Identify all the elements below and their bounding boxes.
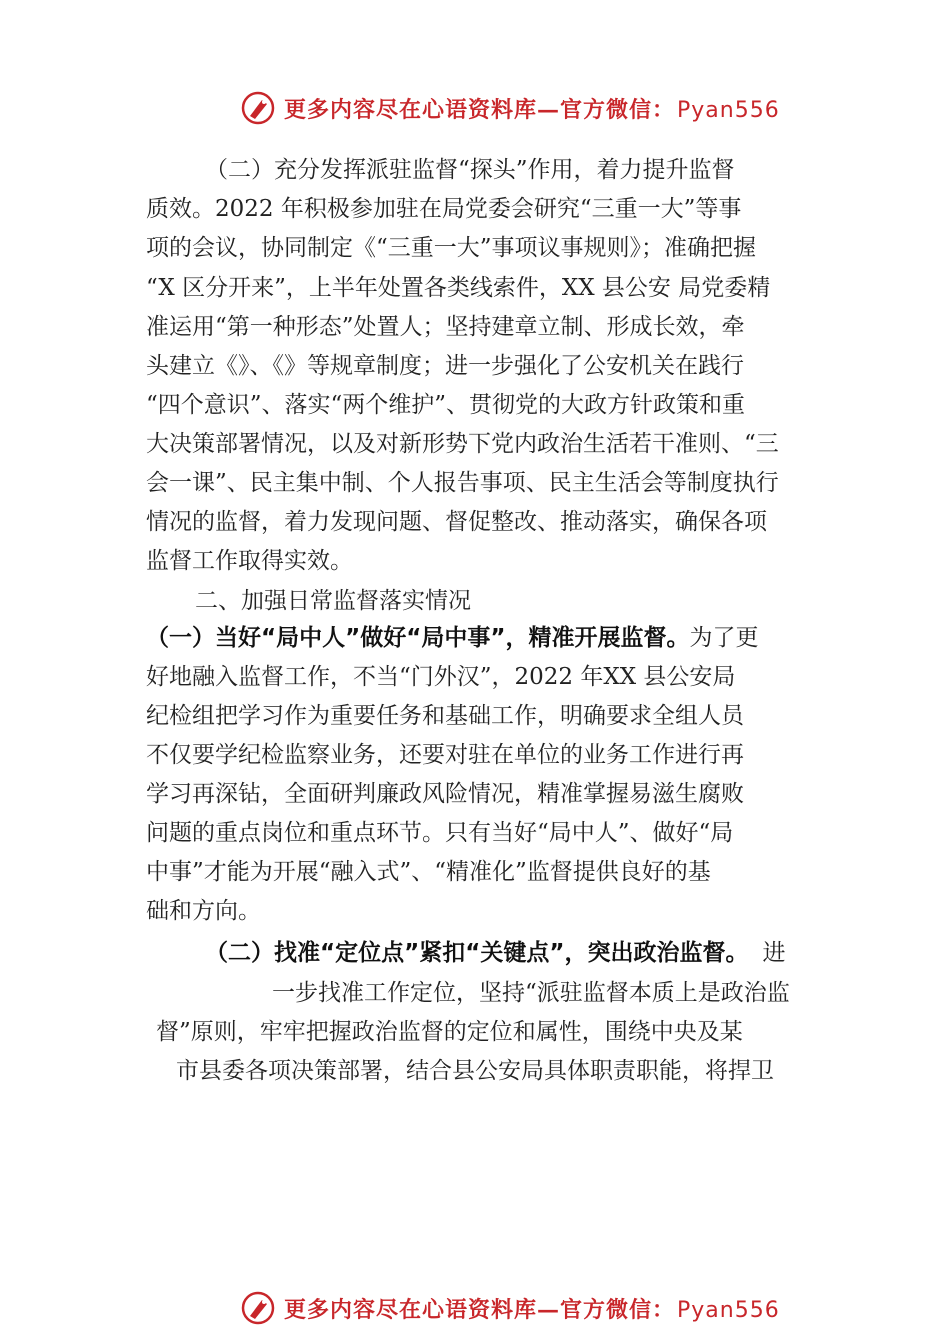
paragraph-line: 会一课”、民主集中制、个人报告事项、民主生活会等制度执行	[146, 470, 779, 496]
paragraph-line: 纪检组把学习作为重要任务和基础工作，明确要求全组人员	[146, 703, 744, 729]
paragraph-line: 监督工作取得实效。	[146, 548, 353, 574]
watermark-text: 更多内容尽在心语资料库—官方微信：Pyan556	[284, 96, 780, 123]
paragraph-line: “四个意识”、落实“两个维护”、贯彻党的大政方针政策和重	[146, 392, 746, 418]
paragraph-line: 好地融入监督工作，不当“门外汉”，2022 年XX 县公安局	[146, 664, 736, 690]
watermark-banner-top	[240, 88, 780, 128]
pen-nib-logo-icon	[240, 90, 276, 126]
paragraph-line: 准运用“第一种形态”处置人；坚持建章立制、形成长效，牵	[146, 314, 745, 340]
paragraph-line: 学习再深钻，全面研判廉政风险情况，精准掌握易滋生腐败	[146, 781, 744, 807]
paragraph-line: 问题的重点岗位和重点环节。只有当好“局中人”、做好“局	[146, 820, 734, 846]
bold-lead: （二）找准“定位点”紧扣“关键点”，突出政治监督。	[205, 940, 749, 966]
paragraph-line: 情况的监督，着力发现问题、督促整改、推动落实，确保各项	[146, 509, 767, 535]
paragraph-line: 头建立《》、《》等规章制度；进一步强化了公安机关在践行	[146, 353, 744, 379]
paragraph-line: 础和方向。	[146, 898, 261, 924]
pen-nib-logo-icon	[240, 1290, 276, 1326]
paragraph-line: 大决策部署情况，以及对新形势下党内政治生活若干准则、“三	[146, 431, 779, 457]
section-heading: 二、加强日常监督落实情况	[195, 588, 471, 614]
paragraph-line: （二）充分发挥派驻监督“探头”作用，着力提升监督	[205, 157, 735, 183]
watermark-text: 更多内容尽在心语资料库—官方微信：Pyan556	[284, 1296, 780, 1323]
paragraph-line: 不仅要学纪检监察业务，还要对驻在单位的业务工作进行再	[146, 742, 744, 768]
watermark-banner-bottom	[240, 1288, 780, 1328]
paragraph-line: 项的会议，协同制定《“三重一大”事项议事规则》；准确把握	[146, 235, 757, 261]
paragraph-line: 质效。2022 年积极参加驻在局党委会研究“三重一大”等事	[146, 196, 742, 222]
paragraph-line: （二）找准“定位点”紧扣“关键点”，突出政治监督。 进	[205, 940, 786, 966]
paragraph-line: 一步找准工作定位，坚持“派驻监督本质上是政治监	[272, 980, 790, 1006]
paragraph-line: （一）当好“局中人”做好“局中事”，精准开展监督。为了更	[146, 625, 759, 651]
paragraph-line: “X 区分开来”，上半年处置各类线索件，XX 县公安 局党委精	[146, 275, 771, 301]
paragraph-line: 中事”才能为开展“融入式”、“精准化”监督提供良好的基	[146, 859, 711, 885]
paragraph-line: 市县委各项决策部署，结合县公安局具体职责职能，将捍卫	[176, 1058, 774, 1084]
bold-lead: （一）当好“局中人”做好“局中事”，精准开展监督。	[146, 625, 690, 651]
paragraph-line: 督”原则，牢牢把握政治监督的定位和属性，围绕中央及某	[156, 1019, 743, 1045]
